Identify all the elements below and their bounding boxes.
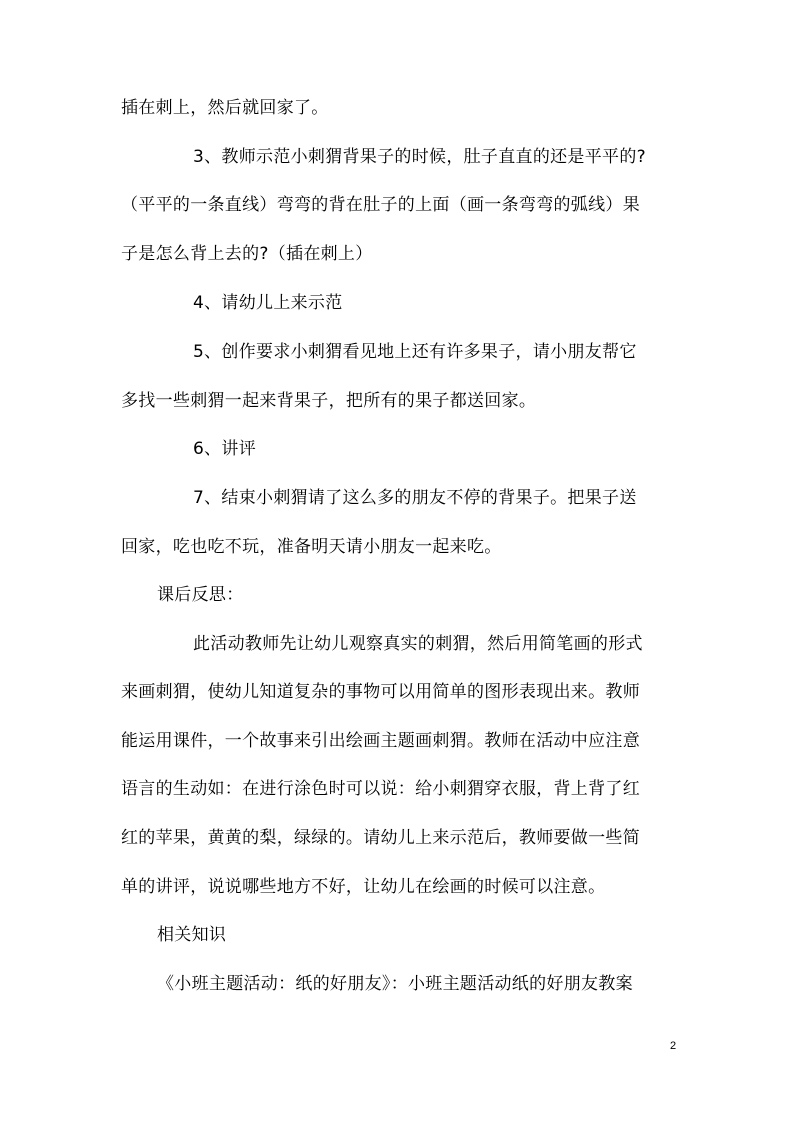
- text-line: 回家，吃也吃不玩，准备明天请小朋友一起来吃。: [121, 537, 502, 557]
- text-line: 能运用课件，一个故事来引出绘画主题画刺猬。教师在活动中应注意: [121, 731, 640, 751]
- text-line: 《小班主题活动：纸的好朋友》：小班主题活动纸的好朋友教案: [157, 974, 633, 994]
- text-line: 4、请幼儿上来示范: [193, 293, 343, 313]
- text-line: 6、讲评: [193, 439, 257, 459]
- page-number: 2: [670, 1040, 677, 1052]
- text-line: 多找一些刺猬一起来背果子，把所有的果子都送回家。: [121, 391, 537, 411]
- text-line: 3、教师示范小刺猬背果子的时候，肚子直直的还是平平的?: [193, 147, 646, 167]
- text-line: 语言的生动如：在进行涂色时可以说：给小刺猬穿衣服，背上背了红: [121, 779, 640, 799]
- text-line: 来画刺猬，使幼儿知道复杂的事物可以用简单的图形表现出来。教师: [121, 682, 640, 702]
- text-line: （平平的一条直线）弯弯的背在肚子的上面（画一条弯弯的弧线）果: [121, 195, 640, 215]
- section-heading: 课后反思：: [157, 585, 244, 605]
- text-line: 红的苹果，黄黄的梨，绿绿的。请幼儿上来示范后，教师要做一些简: [121, 828, 640, 848]
- text-line: 5、创作要求小刺猬看见地上还有许多果子，请小朋友帮它: [193, 342, 637, 362]
- text-line: 7、结束小刺猬请了这么多的朋友不停的背果子。把果子送: [193, 488, 637, 508]
- text-line: 此活动教师先让幼儿观察真实的刺猬，然后用简笔画的形式: [193, 634, 643, 654]
- section-heading: 相关知识: [157, 925, 227, 945]
- text-line: 插在刺上，然后就回家了。: [121, 98, 329, 118]
- text-line: 单的讲评，说说哪些地方不好，让幼儿在绘画的时候可以注意。: [121, 877, 606, 897]
- text-line: 子是怎么背上去的?（插在刺上）: [121, 244, 373, 264]
